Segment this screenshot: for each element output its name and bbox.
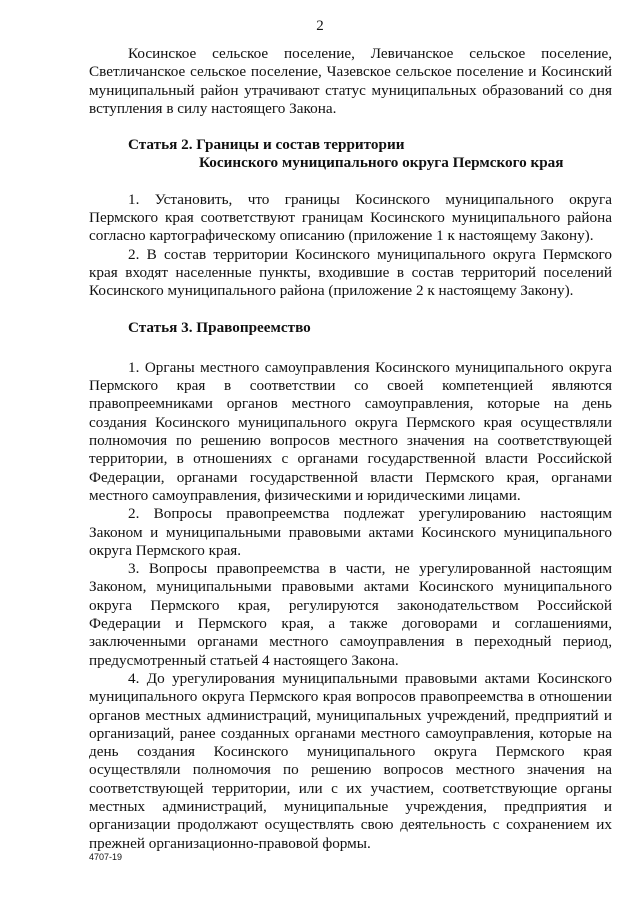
- intro-paragraph: Косинское сельское поселение, Левичанское сельское поселение, Светличанское сельское поселение, Чазевское сельское поселение и Косинский муниципальный район утрачивают статус муниципальных образований со дня вступления в силу настоящего Закона.: [89, 45, 612, 117]
- article-2-heading-line2: Косинского муниципального округа Пермского края: [199, 154, 564, 172]
- spacer: [89, 173, 612, 191]
- article-3-paragraph-2: 2. Вопросы правопреемства подлежат урегулированию настоящим Законом и муниципальными правовыми актами Косинского муниципального округа Пермского края.: [89, 505, 612, 559]
- spacer: [89, 337, 612, 359]
- document-body: [89, 45, 612, 853]
- article-3-paragraph-1: 1. Органы местного самоуправления Косинского муниципального округа Пермского края в соответствии со своей компетенцией являются правопреемниками органов местного самоуправления, которые на день создания Косинского муниципального округа Пермского края осуществляли полномочия по решению вопросов местного значения на соответствующей территории, в отношениях с органами государственной власти Российской Федерации, органами государственной власти Пермского края, органами местного самоуправления, физическими и юридическими лицами.: [89, 358, 612, 504]
- article-2-heading-line1: Статья 2. Границы и состав территории: [128, 136, 405, 154]
- article-3-heading: Статья 3. Правопреемство: [128, 318, 311, 336]
- spacer: [89, 301, 612, 319]
- article-2-heading: [89, 136, 612, 173]
- spacer: [89, 118, 612, 136]
- document-code: 4707-19: [89, 852, 123, 862]
- article-2-paragraph-1: 1. Установить, что границы Косинского муниципального округа Пермского края соответствуют границам Косинского муниципального района согласно картографическому описанию (приложение 1 к настоящему Закону).: [89, 190, 612, 245]
- article-3-paragraph-4: 4. До урегулирования муниципальными правовыми актами Косинского муниципального округа Пермского края вопросов правопреемства в отношении органов местных администраций, муниципальных учреждений, предприятий и организаций, ранее созданных органами местного самоуправления, которые на день создания Косинского муниципального округа Пермского края осуществляли полномочия по решению вопросов местного значения на соответствующей территории, или с их участием, соответствующие органы местных администраций, муниципальные учреждения, предприятия и организации продолжают осуществлять свою деятельность с сохранением их прежней организационно-правовой формы.: [89, 669, 612, 852]
- article-2-paragraph-2: 2. В состав территории Косинского муниципального округа Пермского края входят населенные пункты, входившие в состав территорий поселений Косинского муниципального района (приложение 2 к настоящему Закону).: [89, 245, 612, 300]
- article-3-paragraph-3: 3. Вопросы правопреемства в части, не урегулированной настоящим Законом, муниципальными правовыми актами Косинского муниципального округа Пермского края, регулируются законодательством Российской Федерации и Пермского края, а также договорами и соглашениями, заключенными органами местного самоуправления в переходный период, предусмотренный статьей 4 настоящего Закона.: [89, 560, 612, 669]
- page-number: 2: [316, 18, 324, 34]
